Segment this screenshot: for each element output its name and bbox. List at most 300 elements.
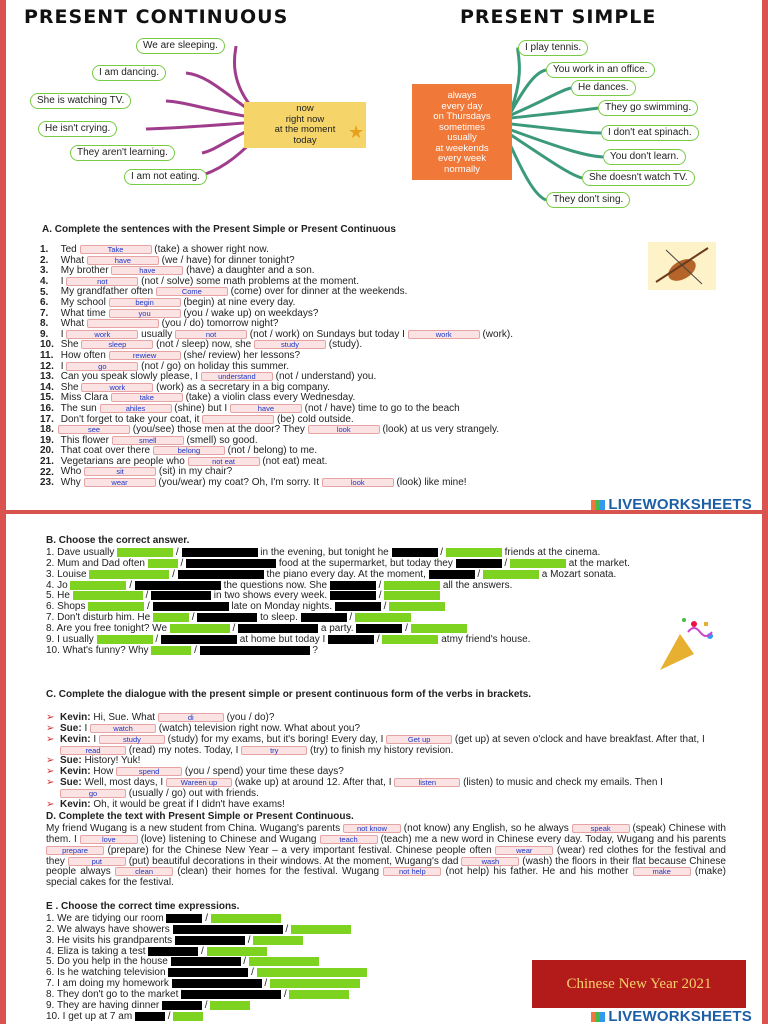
text-run: (usually / go) out with friends. [126,787,259,799]
item-text: late on Monday nights. [228,601,335,613]
answer-field[interactable]: take [111,393,183,402]
answer-option[interactable] [173,1012,203,1021]
item-text: That coat over there [58,445,153,457]
slash: / [198,945,207,957]
answer-field[interactable]: di [158,713,224,722]
item-text: (study). [325,339,363,351]
item-number: 22. [40,466,54,478]
liveworksheets-icon [591,1012,605,1022]
text-run: (get up) at seven o'clock and have breakfast. After that, I [452,733,705,745]
answer-field[interactable]: prepare [46,846,104,855]
item-text: Miss Clara [58,392,111,404]
speaker: Kevin: [60,798,91,810]
worksheet-page-1 [6,0,762,510]
text-run: Oh, it would be great if I didn't have exams! [90,798,285,810]
answer-field[interactable]: have [230,404,302,413]
example-simple-6: You don't learn. [603,149,686,165]
exercise-b-item [46,624,736,635]
answer-option[interactable] [197,613,257,622]
item-text: (look) like mine! [393,477,467,489]
answer-option[interactable] [392,548,438,557]
text-run: I [81,722,91,734]
answer-option[interactable] [161,635,237,644]
answer-field[interactable]: belong [153,446,225,455]
dialogue-line [46,800,726,811]
item-number: 15. [40,392,54,404]
item-text: (work) as a secretary in a big company. [153,381,330,393]
item-text: My grandfather often [58,286,156,298]
exercise-b-item [46,646,736,657]
example-simple-4: They go swimming. [598,100,698,116]
item-number: 19. [40,434,54,446]
exercise-b-item [46,570,736,581]
answer-option[interactable] [328,635,374,644]
slash: / [126,579,135,591]
item-text: Vegetarians are people who [58,456,188,468]
arrow-icon: ➢ [46,776,55,788]
text-run: (wash) the floors in their flat because Chinese people always [46,855,726,878]
slash: / [282,923,291,935]
answer-option[interactable] [483,570,539,579]
answer-field[interactable]: understand [201,372,273,381]
item-text: (you/wear) my coat? Oh, I'm sorry. It [155,477,322,489]
text-run: (put) beautiful decorations in their windows. At the moment, Wugang's dad [125,855,462,867]
slash: / [229,623,239,635]
time-expr: every day [441,100,483,112]
answer-option[interactable] [97,635,153,644]
slash: / [281,989,290,1001]
answer-option[interactable] [181,990,281,999]
exercise-a-title: A. Complete the sentences with the Present Simple or Present Continuous [42,224,396,235]
answer-field[interactable]: Come [156,287,228,296]
exercise-e-list [46,914,516,1022]
answer-field[interactable]: wash [461,857,519,866]
item-text: atmy friend's house. [438,633,531,645]
answer-field[interactable]: sit [84,467,156,476]
answer-option[interactable] [171,957,241,966]
slash: / [169,568,178,580]
item-text: 3. He visits his grandparents [46,934,175,946]
item-text: a Mozart sonata. [538,568,617,580]
answer-option[interactable] [151,646,191,655]
item-text: 4. Jo [46,579,71,591]
item-number: 13. [40,371,54,383]
item-text: 4. Eliza is taking a test [46,945,149,957]
text-run: History! Yuk! [81,755,141,767]
item-text: (have) a daughter and a son. [183,265,315,277]
text-run: I [90,733,99,745]
item-text: in the evening, but tonight he [257,547,392,559]
answer-option[interactable] [200,646,310,655]
item-text: My school [58,297,109,309]
answer-field[interactable]: have [87,256,159,265]
text-run: My friend Wugang is a new student from China. Wugang's parents [46,823,343,835]
exercise-a-item [40,256,660,267]
item-text: Who [58,466,85,478]
text-run: (teach) me a new word in Chinese every day. Today, Wugang and his parents [377,833,726,845]
slash: / [501,557,510,569]
answer-field[interactable]: study [254,340,326,349]
item-text: 3. Louise [46,568,90,580]
answer-field[interactable]: wear [495,846,553,855]
exercise-b-title: B. Choose the correct answer. [46,535,190,546]
answer-option[interactable] [384,591,440,600]
exercise-a-item [40,467,660,478]
exercise-d-text [46,824,726,889]
item-text: a party. [318,623,357,635]
example-simple-7: She doesn't watch TV. [582,170,695,186]
answer-field[interactable]: smell [112,436,184,445]
arrow-icon: ➢ [46,722,55,734]
answer-field[interactable]: work [81,383,153,392]
item-text: 1. We are tidying our room [46,913,167,925]
answer-option[interactable] [117,548,173,557]
item-text: (take) a violin class every Wednesday. [182,392,356,404]
answer-option[interactable] [253,936,303,945]
item-text: ? [309,644,318,656]
answer-option[interactable] [166,914,202,923]
item-number: 4. [40,275,49,287]
answer-option[interactable] [162,1001,202,1010]
answer-option[interactable] [330,591,376,600]
speaker: Sue: [60,722,82,734]
item-text: all the answers. [440,579,513,591]
answer-option[interactable] [249,957,319,966]
answer-field[interactable]: not [66,277,138,286]
slash: / [202,999,211,1011]
exercise-a-item [40,425,660,436]
slash: / [142,590,152,602]
answer-option[interactable] [210,1001,250,1010]
example-simple-8: They don't sing. [546,192,630,208]
slash: / [188,612,198,624]
answer-field[interactable]: rewiew [109,351,181,360]
text-run: (make) special cakes for the festival. [46,866,726,889]
item-text: (begin) at nine every day. [180,297,296,309]
time-expr: sometimes [439,121,485,133]
item-number: 3. [40,265,49,277]
item-text: What [58,254,87,266]
answer-option[interactable] [182,548,258,557]
answer-option[interactable] [148,559,178,568]
answer-option[interactable] [510,559,566,568]
answer-option[interactable] [207,947,267,956]
item-text: What time [58,307,109,319]
text-run: (you / do)? [223,712,275,724]
answer-option[interactable] [178,570,264,579]
example-simple-1: I play tennis. [518,40,588,56]
answer-field[interactable]: not eat [188,457,260,466]
brand-text: LIVEWORKSHEETS [608,1008,752,1024]
worksheet-page-2 [6,514,762,1024]
party-popper-icon [654,614,724,674]
item-number: 11. [40,350,54,362]
example-simple-5: I don't eat spinach. [601,125,699,141]
slash: / [380,601,390,613]
text-run: (you / spend) your time these days? [182,766,344,778]
answer-option[interactable] [335,602,381,611]
answer-option[interactable] [70,581,126,590]
item-text: (not / belong) to me. [224,445,318,457]
example-continuous-4: He isn't crying. [38,121,117,137]
answer-field[interactable]: begin [109,298,181,307]
item-number: 7. [40,307,49,319]
answer-field[interactable]: study [99,735,165,744]
item-text: 10. I get up at 7 am [46,1010,135,1022]
item-text: (come) over for dinner at the weekends. [227,286,408,298]
answer-field[interactable]: go [66,362,138,371]
item-text: usually [138,328,176,340]
answer-option[interactable] [168,968,248,977]
example-continuous-1: We are sleeping. [136,38,225,54]
item-text: 7. Don't disturb him. He [46,612,153,624]
speaker: Kevin: [60,766,91,778]
text-run: (listen) to music and check my emails. Then I [460,777,663,789]
answer-field[interactable]: love [80,835,138,844]
speaker: Sue: [60,755,82,767]
answer-field[interactable]: not know [343,824,401,833]
item-text: (not / solve) some math problems at the moment. [138,275,359,287]
answer-field[interactable]: go [60,789,126,798]
item-text: food at the supermarket, but today they [276,557,456,569]
slash: / [375,579,385,591]
answer-option[interactable] [270,979,360,988]
time-expr: normally [444,163,480,175]
item-number: 9. [40,328,49,340]
answer-field[interactable]: work [66,330,138,339]
item-text: (sit) in my chair? [156,466,233,478]
slash: / [437,547,446,559]
exercise-b-list [46,548,736,656]
exercise-c-title: C. Complete the dialogue with the present simple or present continuous form of the verbs in brackets. [46,689,532,700]
item-text: She [58,339,82,351]
answer-option[interactable] [170,624,230,633]
speaker: Kevin: [60,733,91,745]
item-text: I [58,275,67,287]
exercise-a-item [40,245,660,256]
time-expr: today [293,134,317,146]
exercise-a-item [40,478,660,489]
item-text: (not / go) on holiday this summer. [138,360,289,372]
answer-option[interactable] [330,581,376,590]
item-text: to sleep. [257,612,301,624]
answer-field[interactable]: read [60,746,126,755]
time-expr: usually [447,132,477,143]
answer-option[interactable] [153,613,189,622]
answer-field[interactable]: spend [116,767,182,776]
answer-field[interactable]: ahiles [100,404,172,413]
answer-option[interactable] [382,635,438,644]
answer-option[interactable] [411,624,467,633]
answer-option[interactable] [135,581,221,590]
item-text: (work). [479,328,514,340]
item-text: at home but today I [236,633,329,645]
item-number: 23. [40,477,54,489]
item-text: 8. They don't go to the market [46,989,182,1001]
answer-field[interactable] [87,319,159,328]
slash: / [402,623,411,635]
answer-field[interactable]: have [111,266,183,275]
exercise-a-item [40,298,660,309]
item-number: 8. [40,318,49,330]
answer-option[interactable] [291,925,351,934]
chinese-new-year-banner: Chinese New Year 2021 [532,960,746,1008]
item-text: 6. Shops [46,601,89,613]
text-run: (wake up) at around 12. After that, I [231,777,395,789]
exercise-a-item [40,287,660,298]
item-number: 6. [40,297,49,309]
exercise-e-item [46,1012,516,1023]
answer-field[interactable]: look [308,425,380,434]
item-number: 17. [40,413,54,425]
example-simple-2: You work in an office. [546,62,655,78]
answer-option[interactable] [151,591,211,600]
answer-option[interactable] [186,559,276,568]
text-run: (clean) their homes for the festival. Wugang [173,866,384,878]
answer-option[interactable] [153,602,229,611]
item-text: This flower [58,434,112,446]
time-expr: at weekends [435,142,489,154]
item-text: (smell) so good. [183,434,258,446]
time-expr: at the moment [274,124,336,135]
exercise-a-item [40,340,660,351]
answer-field[interactable]: look [322,478,394,487]
item-text: (look) at us very strangely. [379,424,500,436]
answer-field[interactable]: speak [572,824,630,833]
slash: / [152,633,161,645]
example-continuous-5: They aren't learning. [70,145,175,161]
answer-field[interactable]: not help [383,867,441,876]
item-text: friends at the cinema. [501,547,601,559]
arrow-icon: ➢ [46,798,55,810]
item-text: (shine) but I [171,403,230,415]
answer-field[interactable]: sleep [81,340,153,349]
text-run: How [90,766,117,778]
answer-field[interactable]: watch [90,724,156,733]
slash: / [177,557,187,569]
answer-option[interactable] [456,559,502,568]
answer-option[interactable] [211,914,281,923]
answer-field[interactable]: you [109,309,181,318]
answer-option[interactable] [389,602,445,611]
item-text: 2. Mum and Dad often [46,557,148,569]
answer-field[interactable]: teach [320,835,378,844]
item-text: Why [58,477,84,489]
dialogue-line [46,756,726,767]
answer-option[interactable] [289,990,349,999]
slash: / [202,913,211,925]
answer-option[interactable] [148,947,198,956]
brand-text: LIVEWORKSHEETS [608,496,752,510]
answer-option[interactable] [257,968,367,977]
item-text: (be) cold outside. [274,413,354,425]
item-number: 1. [40,244,49,256]
answer-field[interactable]: Get up [386,735,452,744]
answer-field[interactable]: not [175,330,247,339]
liveworksheets-icon [591,500,605,510]
star-icon: ★ [348,122,365,142]
answer-option[interactable] [73,591,143,600]
text-run: (not know) any English, so he always [400,823,572,835]
text-run: Well, most days, I [81,777,166,789]
simple-time-expressions [412,84,512,180]
answer-option[interactable] [446,548,502,557]
answer-option[interactable] [238,624,318,633]
item-text: 7. I am doing my homework [46,978,172,990]
arrow-icon: ➢ [46,755,55,767]
answer-option[interactable] [135,1012,165,1021]
liveworksheets-logo [591,1008,752,1024]
exercise-a-item [40,372,660,383]
item-text: 8. Are you free tonight? We [46,623,170,635]
answer-field[interactable]: clean [115,867,173,876]
item-number: 16. [40,403,54,415]
example-continuous-6: I am not eating. [124,169,207,185]
slash: / [474,568,483,580]
answer-field[interactable]: work [408,330,480,339]
answer-option[interactable] [301,613,347,622]
dialogue-line [46,778,726,800]
title-present-simple: PRESENT SIMPLE [460,6,657,28]
item-text: 9. I usually [46,633,97,645]
example-continuous-3: She is watching TV. [30,93,131,109]
speaker: Sue: [60,777,82,789]
item-text: Ted [58,244,80,256]
answer-field[interactable]: put [68,857,126,866]
answer-field[interactable]: make [633,867,691,876]
slash: / [240,956,249,968]
answer-option[interactable] [172,979,262,988]
answer-option[interactable] [89,570,169,579]
item-number: 21. [40,456,54,468]
item-text: I [58,360,67,372]
slash: / [261,978,270,990]
answer-option[interactable] [175,936,245,945]
time-expr: on Thursdays [433,111,491,122]
answer-field[interactable]: Take [80,245,152,254]
time-expr: every week [437,153,487,164]
liveworksheets-logo [591,496,752,510]
answer-option[interactable] [356,624,402,633]
item-number: 2. [40,254,49,266]
answer-option[interactable] [384,581,440,590]
item-text: (not / sleep) now, she [153,339,254,351]
answer-field[interactable]: wear [84,478,156,487]
answer-field[interactable] [202,415,274,424]
answer-field[interactable]: Wareen up [166,778,232,787]
answer-option[interactable] [355,613,411,622]
slash: / [244,934,254,946]
answer-option[interactable] [173,925,283,934]
item-number: 14. [40,381,54,393]
time-expr: always [447,90,477,101]
item-text: 6. Is he watching television [46,967,169,979]
item-text: How often [58,350,109,362]
answer-field[interactable]: see [58,425,130,434]
answer-option[interactable] [429,570,475,579]
item-text: (not / understand) you. [272,371,377,383]
text-run: (speak) Chinese with them. I [46,823,726,845]
item-text: at the market. [565,557,630,569]
example-simple-3: He dances. [571,80,636,96]
item-text: (not / work) on Sundays but today I [247,328,408,340]
answer-field[interactable]: try [241,746,307,755]
answer-field[interactable]: listen [394,778,460,787]
answer-option[interactable] [88,602,144,611]
item-text: (not eat) meat. [259,456,328,468]
slash: / [375,590,385,602]
item-text: (not / have) time to go to the beach [301,403,460,415]
